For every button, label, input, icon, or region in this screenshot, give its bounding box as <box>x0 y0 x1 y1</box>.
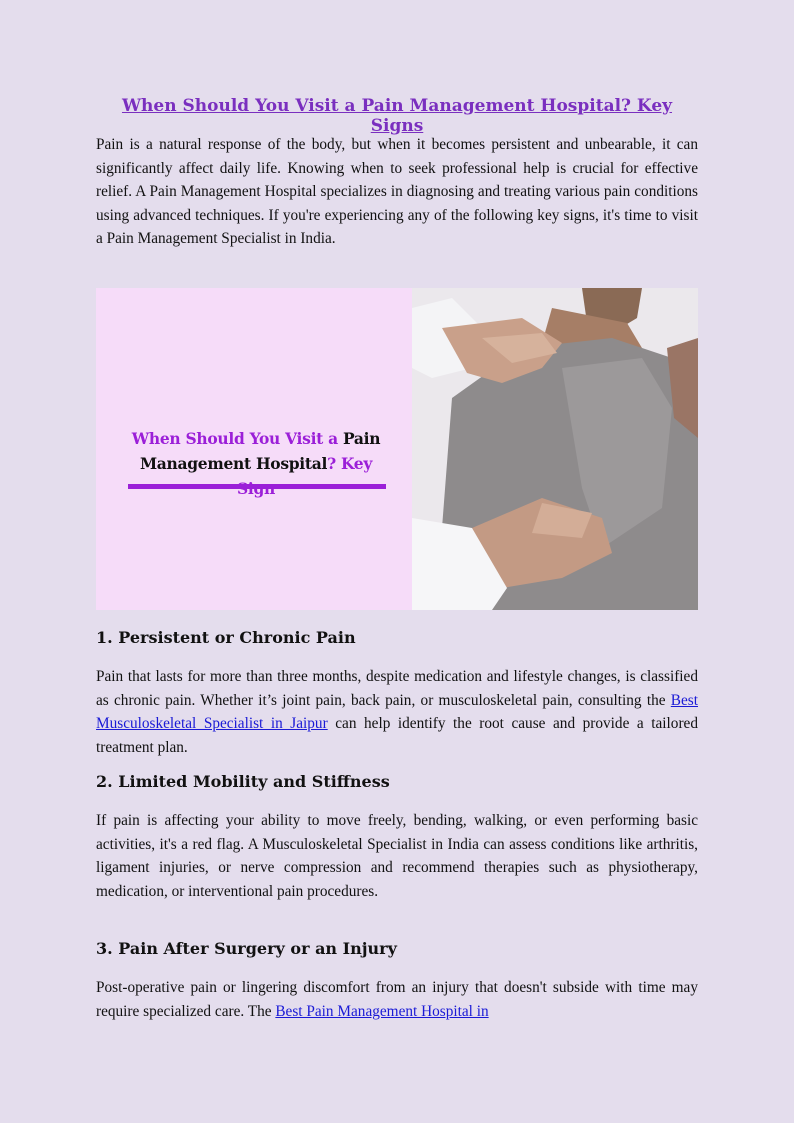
section-2-paragraph: If pain is affecting your ability to move freely, bending, walking, or even performing basic activities, it's a red flag. A Musculoskeletal Specialist in India can assess conditions like arthritis, ligament injuries, or nerve compression and recommend therapies such as physiotherapy, medication, or interventional pain procedures. <box>96 812 698 900</box>
section-1-paragraph: Pain that lasts for more than three months, despite medication and lifestyle changes, is classified as chronic pain. Whether it’s joint pain, back pain, or musculoskeletal pain, consulting the Best Musculoskeletal Specialist in Jaipur can help identify the root cause and provide a tailored treatment plan. <box>96 668 698 756</box>
pain-management-hospital-link[interactable]: Best Pain Management Hospital in <box>275 1002 489 1020</box>
section-2-heading: 2. Limited Mobility and Stiffness <box>96 772 390 791</box>
page-title: When Should You Visit a Pain Management Hospital? Key Signs <box>121 96 673 136</box>
section-3-paragraph: Post-operative pain or lingering discomfort from an injury that doesn't subside with time may require specialized care. The Best Pain Management Hospital in <box>96 979 698 1020</box>
hero-banner <box>96 288 698 610</box>
musculoskeletal-specialist-link[interactable]: Best Musculoskeletal Specialist in Jaipur <box>96 691 698 732</box>
intro-paragraph: Pain is a natural response of the body, but when it becomes persistent and unbearable, it can significantly affect daily life. Knowing when to seek professional help is crucial for effective relief. A Pain Management Hospital specializes in diagnosing and treating various pain conditions using advanced techniques. If you're experiencing any of the following key signs, it's time to visit a Pain Management Specialist in India. <box>96 136 698 247</box>
section-1-heading: 1. Persistent or Chronic Pain <box>96 628 356 647</box>
section-3-heading: 3. Pain After Surgery or an Injury <box>96 939 397 958</box>
doctor-patient-photo <box>412 288 698 610</box>
banner-underline <box>128 484 386 489</box>
banner-title: When Should You Visit a Pain Management Hospital? Key <box>131 429 381 473</box>
